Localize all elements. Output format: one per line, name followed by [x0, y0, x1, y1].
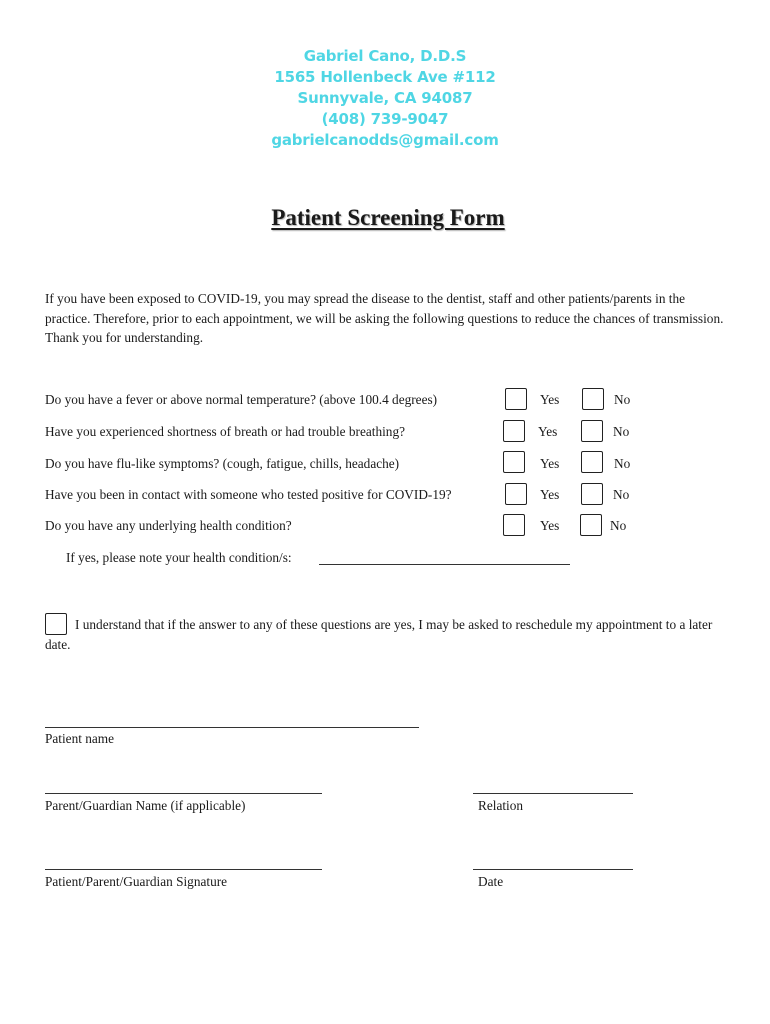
form-title: Patient Screening Form [271, 205, 505, 230]
health-condition-no-label: No [610, 518, 627, 533]
breathing-no-label: No [613, 424, 630, 439]
practice-email: gabrielcanodds@gmail.com [271, 131, 499, 149]
question-flu: Do you have flu-like symptoms? (cough, fatigue, chills, headache) [45, 456, 400, 471]
date-label: Date [478, 874, 504, 889]
guardian-name-label: Parent/Guardian Name (if applicable) [45, 798, 246, 813]
relation-label: Relation [478, 798, 524, 813]
acknowledgement [45, 613, 730, 654]
contact-no-checkbox[interactable] [581, 483, 603, 505]
intro-paragraph: If you have been exposed to COVID-19, you may spread the disease to the dentist, staff and other patients/parents in the practice. Therefore, prior to each appointment, we will be asking the following questions to reduce the chances of transmission. Thank you for understanding. [45, 291, 724, 345]
breathing-yes-checkbox[interactable] [503, 420, 525, 442]
fever-no-checkbox[interactable] [582, 388, 604, 410]
question-health-condition: Do you have any underlying health condition? [45, 518, 292, 533]
date-field[interactable] [473, 869, 633, 870]
fever-no-label: No [614, 392, 631, 407]
health-condition-yes-label: Yes [540, 518, 560, 533]
guardian-name-field[interactable] [45, 793, 322, 794]
acknowledgement-text: I understand that if the answer to any of these questions are yes, I may be asked to reschedule my appointment to a later date. [45, 617, 713, 652]
question-fever: Do you have a fever or above normal temperature? (above 100.4 degrees) [45, 392, 438, 407]
fever-yes-label: Yes [540, 392, 560, 407]
practice-city: Sunnyvale, CA 94087 [297, 89, 473, 107]
contact-yes-label: Yes [540, 487, 560, 502]
practice-header [0, 46, 770, 151]
signature-label: Patient/Parent/Guardian Signature [45, 874, 228, 889]
patient-name-label: Patient name [45, 731, 115, 746]
breathing-yes-label: Yes [538, 424, 558, 439]
flu-yes-label: Yes [540, 456, 560, 471]
signature-field[interactable] [45, 869, 322, 870]
question-contact: Have you been in contact with someone who tested positive for COVID-19? [45, 487, 452, 502]
condition-note-label: If yes, please note your health condition/s: [66, 550, 292, 565]
acknowledgement-checkbox[interactable] [45, 613, 67, 635]
flu-yes-checkbox[interactable] [503, 451, 525, 473]
contact-yes-checkbox[interactable] [505, 483, 527, 505]
health-condition-yes-checkbox[interactable] [503, 514, 525, 536]
flu-no-checkbox[interactable] [581, 451, 603, 473]
condition-note-field[interactable] [319, 564, 570, 565]
flu-no-label: No [614, 456, 631, 471]
breathing-no-checkbox[interactable] [581, 420, 603, 442]
question-breathing: Have you experienced shortness of breath or had trouble breathing? [45, 424, 405, 439]
relation-field[interactable] [473, 793, 633, 794]
contact-no-label: No [613, 487, 630, 502]
practice-address: 1565 Hollenbeck Ave #112 [274, 68, 496, 86]
fever-yes-checkbox[interactable] [505, 388, 527, 410]
practice-phone: (408) 739-9047 [321, 110, 449, 128]
patient-name-field[interactable] [45, 727, 419, 728]
practice-name: Gabriel Cano, D.D.S [303, 47, 467, 65]
health-condition-no-checkbox[interactable] [580, 514, 602, 536]
